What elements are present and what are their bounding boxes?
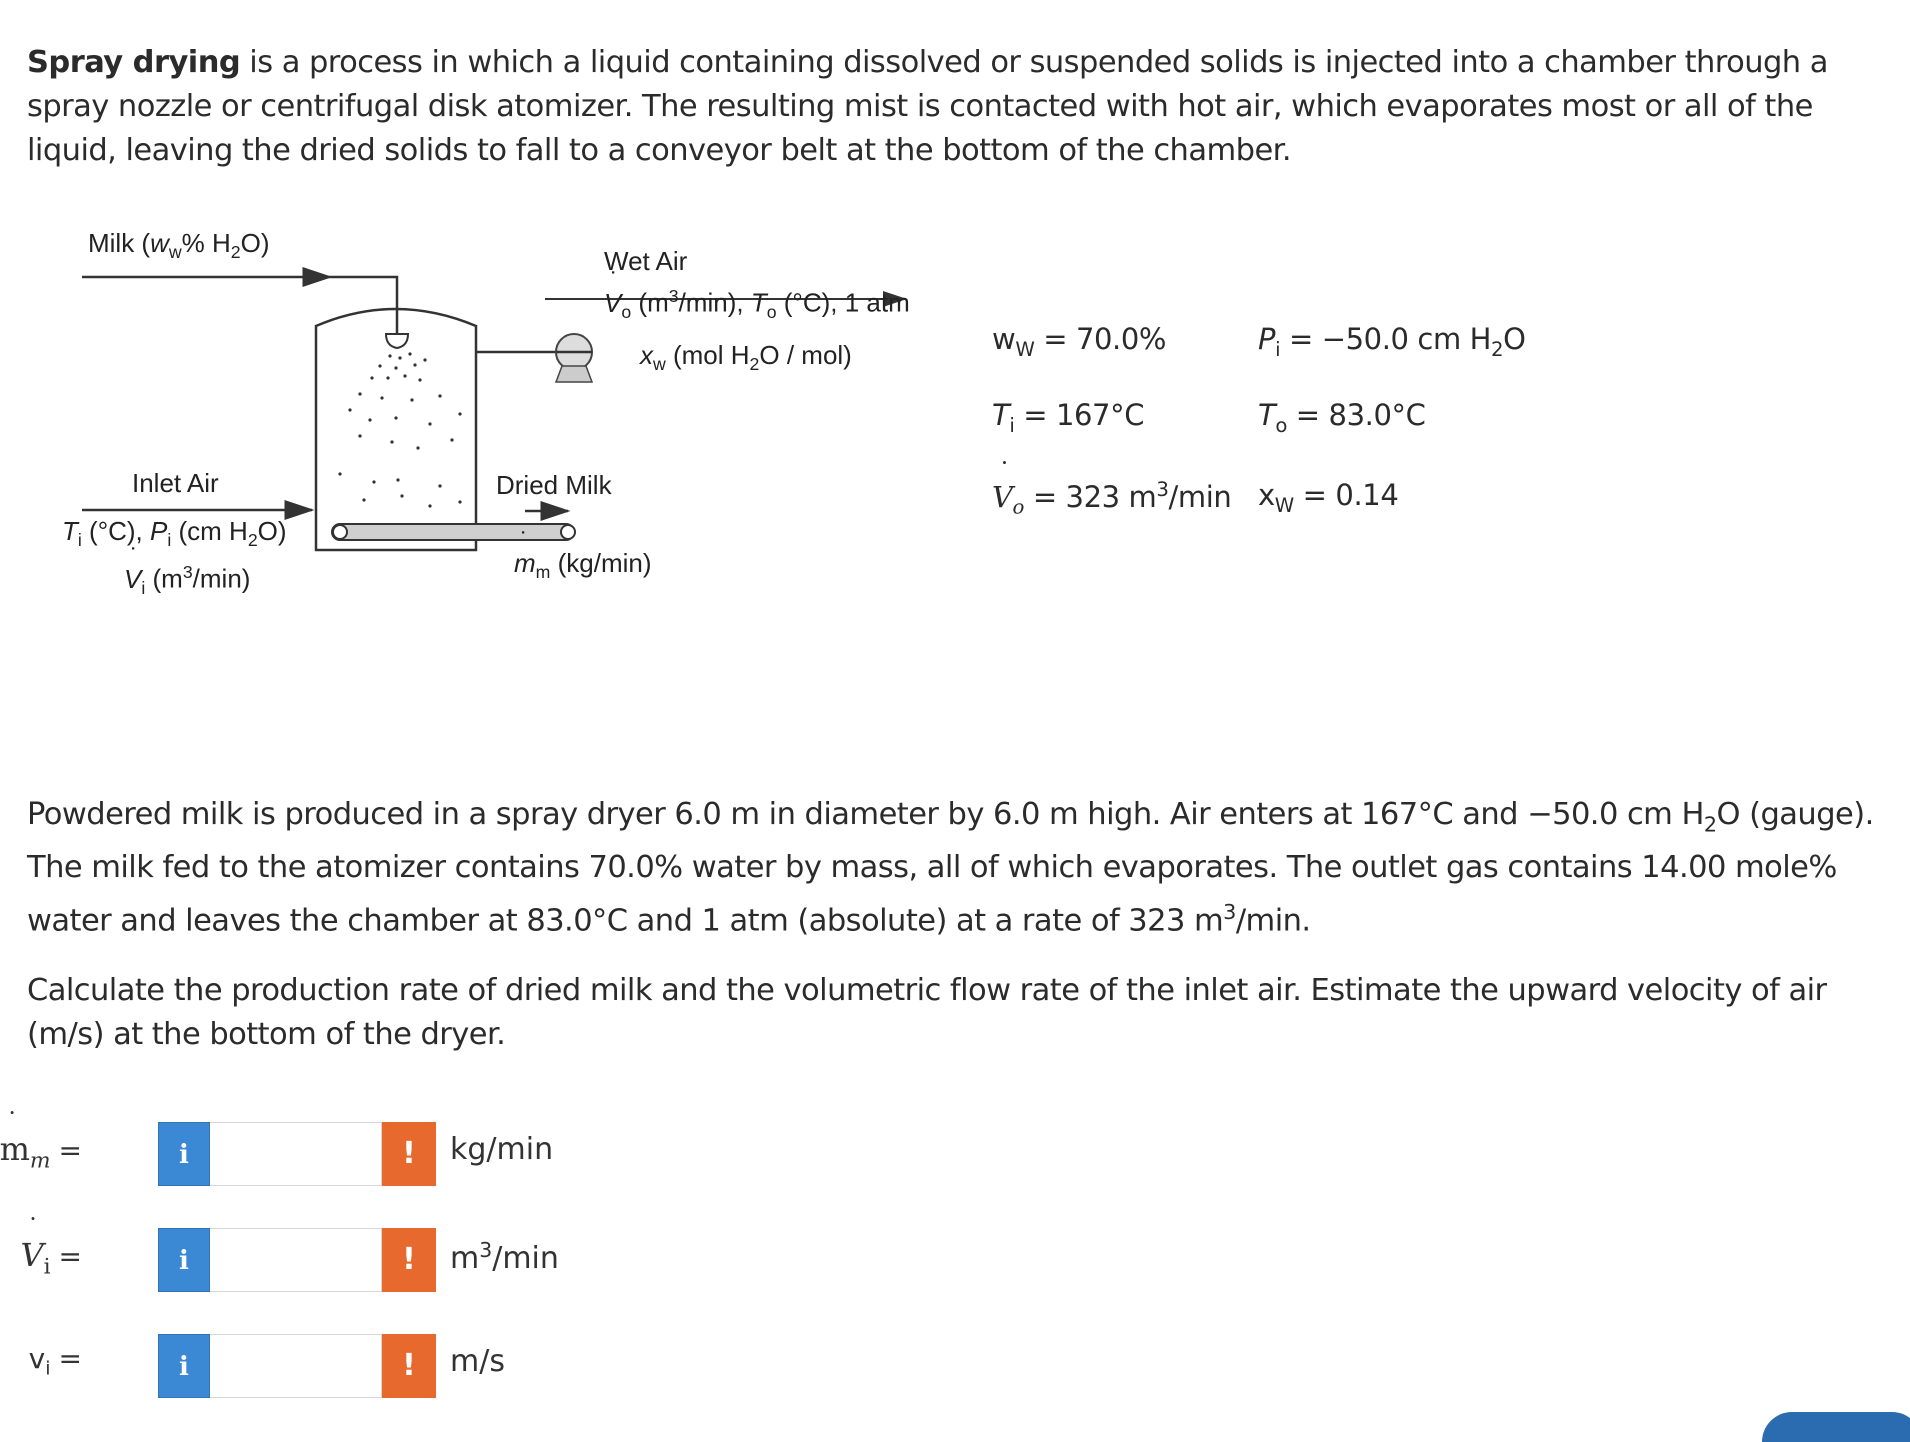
answer-row-velocity: [0, 1334, 900, 1400]
warning-button[interactable]: !: [382, 1334, 436, 1398]
unit-label: $m^3/\min$: [450, 1238, 559, 1277]
milk-feed-pipe: [330, 277, 397, 305]
inlet-air-title: Inlet Air: [132, 468, 219, 498]
answer-label-milk-rate: ˙ $m_m$ =: [0, 1130, 82, 1174]
milk-rate-input[interactable]: [210, 1122, 382, 1186]
conveyor-belt: [332, 524, 574, 540]
given-ti: $T_i = 167^\circ C$: [992, 398, 1145, 437]
info-button[interactable]: i: [158, 1228, 210, 1292]
answer-row-milk-rate: [0, 1122, 900, 1188]
answer-row-inlet-flow: [0, 1228, 900, 1294]
velocity-input[interactable]: [210, 1334, 382, 1398]
intro-paragraph: [27, 41, 1887, 173]
dried-milk-rate-label: ˙ $m_m$ (kg/min): [514, 548, 652, 583]
unit-label: kg/min: [450, 1132, 554, 1167]
problem-paragraph: Powdered milk is produced in a spray dryer 6.0 m in diameter by 6.0 m high. Air enters at 167°C and −50.0 cm $H_2O$ (gauge). The milk fed to the atomizer contains 70.0% water by mass, all of which evaporates. The outlet gas contains 14.00 mole% water and leaves the chamber at 83.0°C and 1 atm (absolute) at a rate of 323 $m^3/\min$.: [27, 797, 1874, 939]
dryer-chamber: [316, 309, 476, 550]
given-to: $T_o = 83.0^\circ C$: [1258, 398, 1426, 437]
wet-air-fraction-label: $x_w$ (mol $H_2O / mol$): [640, 340, 852, 375]
given-pi: $P_i = -50.0$ cm $H_2O$: [1258, 322, 1526, 361]
given-ww: $w_W = 70.0\%$: [992, 322, 1167, 361]
wet-air-flow-label: ˙ $V_o$ $(m^3/\min)$, $T_o$ (°C), 1 atm: [604, 286, 910, 323]
intro-bold-term: Spray drying: [27, 45, 241, 80]
answer-label-inlet-flow: ˙ $V_i$ =: [20, 1236, 82, 1280]
milk-feed-label: Milk ($w_w\%$ $H_2O$): [88, 228, 270, 263]
info-button[interactable]: i: [158, 1122, 210, 1186]
dried-milk-title: Dried Milk: [496, 470, 612, 500]
submit-button-partial[interactable]: [1762, 1412, 1910, 1442]
wet-air-title: Wet Air: [604, 246, 688, 276]
spray-nozzle-icon: [386, 334, 408, 348]
intro-text: is a process in which a liquid containing dissolved or suspended solids is injected into a chamber through a spray nozzle or centrifugal disk atomizer. The resulting mist is contacted with hot air, which evaporates most or all of the liquid, leaving the dried solids to fall to a conveyor belt at the bottom of the chamber.: [27, 45, 1828, 168]
given-vo: ˙ $V_o = 323$ $m^3/\min$: [992, 478, 1231, 519]
inlet-air-conditions-label: $T_i$ (°C), $P_i$ (cm $H_2O$): [62, 516, 287, 551]
spray-mist: [338, 352, 461, 507]
inlet-air-flow-label: ˙ $V_i$ $(m^3/\min)$: [124, 562, 250, 599]
answer-label-velocity: $v_i$ =: [28, 1342, 82, 1380]
question-paragraph: Calculate the production rate of dried milk and the volumetric flow rate of the inlet air. Estimate the upward velocity of air (m/s) at the bottom of the dryer.: [27, 973, 1827, 1052]
warning-button[interactable]: !: [382, 1122, 436, 1186]
given-xw: $x_W = 0.14$: [1258, 478, 1399, 517]
unit-label: m/s: [450, 1344, 505, 1379]
warning-button[interactable]: !: [382, 1228, 436, 1292]
inlet-flow-input[interactable]: [210, 1228, 382, 1292]
spray-dryer-diagram: [0, 210, 960, 630]
info-button[interactable]: i: [158, 1334, 210, 1398]
